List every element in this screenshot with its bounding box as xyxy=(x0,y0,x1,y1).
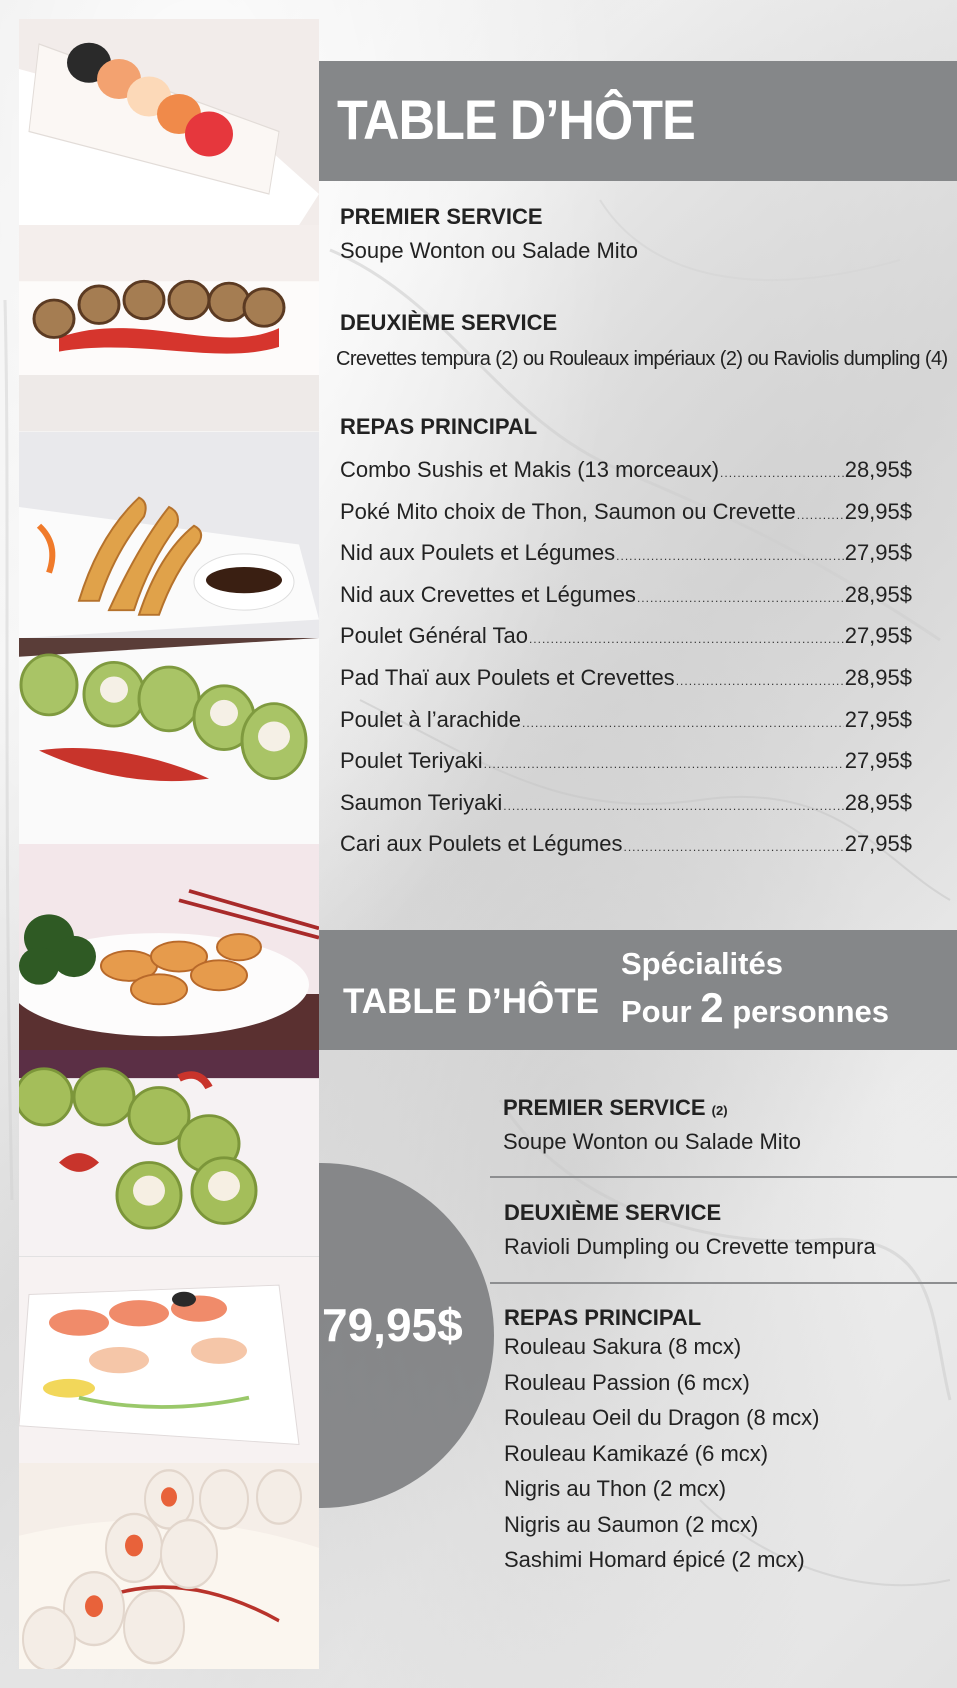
menu-item-name: Cari aux Poulets et Légumes xyxy=(340,831,623,857)
menu-item-name: Nid aux Crevettes et Légumes xyxy=(340,581,636,607)
menu-item-name: Saumon Teriyaki xyxy=(340,789,503,815)
menu-item-name: Poulet Teriyaki xyxy=(340,748,483,774)
leader-dots xyxy=(676,674,844,688)
duo-premier-text: Soupe Wonton ou Salade Mito xyxy=(503,1129,802,1154)
menu-item-name: Poulet Général Tao xyxy=(340,623,528,649)
list-item: Rouleau Sakura (8 mcx) xyxy=(504,1334,742,1359)
menu-item-price: 28,95$ xyxy=(844,664,912,690)
menu-item-price: 28,95$ xyxy=(844,581,912,607)
divider xyxy=(490,1282,957,1284)
leader-dots xyxy=(720,466,844,480)
menu-item-name: Nid aux Poulets et Légumes xyxy=(340,540,616,566)
menu-item-price: 27,95$ xyxy=(844,706,912,732)
menu-item-price: 27,95$ xyxy=(844,540,912,566)
sushi-platter-photo xyxy=(19,19,319,225)
menu-item xyxy=(340,623,912,665)
duo-premier-heading-text: PREMIER SERVICE xyxy=(503,1095,706,1120)
deuxieme-service-heading: DEUXIÈME SERVICE xyxy=(340,310,558,335)
sashimi-plate-photo xyxy=(19,1257,319,1463)
menu-item-price: 29,95$ xyxy=(844,498,912,524)
menu-item xyxy=(340,707,912,749)
duo-header-band xyxy=(319,930,957,1050)
menu-item-name: Poulet à l’arachide xyxy=(340,706,522,732)
list-item: Rouleau Oeil du Dragon (8 mcx) xyxy=(504,1405,820,1430)
header-band xyxy=(319,61,957,181)
duo-premier-heading xyxy=(503,1095,801,1121)
menu-item xyxy=(340,540,912,582)
menu-item xyxy=(340,582,912,624)
menu-item xyxy=(340,457,912,499)
premier-service-section xyxy=(340,204,638,264)
premier-service-text: Soupe Wonton ou Salade Mito xyxy=(340,238,639,263)
duo-premier-section xyxy=(503,1095,801,1155)
duo-principal-heading-text: REPAS PRINCIPAL xyxy=(504,1305,702,1330)
deuxieme-service-section xyxy=(336,310,948,371)
list-item: Rouleau Passion (6 mcx) xyxy=(504,1369,750,1395)
leader-dots xyxy=(503,799,843,813)
leader-dots xyxy=(797,508,844,522)
list-item: Nigris au Thon (2 mcx) xyxy=(504,1476,727,1501)
leader-dots xyxy=(616,549,844,563)
list-item: Sashimi Homard épicé (2 mcx) xyxy=(504,1547,805,1572)
duo-deuxieme-heading: DEUXIÈME SERVICE xyxy=(504,1200,722,1225)
list-item: Nigris au Saumon (2 mcx) xyxy=(504,1511,759,1537)
cucumber-rolls-photo xyxy=(19,638,319,844)
general-tao-chicken-photo xyxy=(19,844,319,1050)
menu-item xyxy=(340,748,912,790)
menu-item-list xyxy=(340,457,912,873)
divider xyxy=(490,1176,957,1178)
maki-rolls-photo xyxy=(19,225,319,431)
menu-item-name: Poké Mito choix de Thon, Saumon ou Crevette xyxy=(340,498,796,524)
specialites-block xyxy=(621,942,889,1034)
menu-item-price: 27,95$ xyxy=(844,748,912,774)
leader-dots xyxy=(484,757,844,771)
repas-principal-heading: REPAS PRINCIPAL xyxy=(340,414,538,439)
menu-item-name: Combo Sushis et Makis (13 morceaux) xyxy=(340,457,720,482)
pour-label: Pour xyxy=(621,994,692,1029)
menu-item-price: 28,95$ xyxy=(844,789,912,815)
menu-item xyxy=(340,665,912,707)
menu-item xyxy=(340,499,912,541)
rice-paper-rolls-photo xyxy=(19,1463,319,1669)
menu-item-price: 28,95$ xyxy=(844,457,912,482)
leader-dots xyxy=(529,632,844,646)
leader-dots xyxy=(637,591,844,605)
premier-service-heading: PREMIER SERVICE xyxy=(340,204,543,229)
menu-item-price: 27,95$ xyxy=(844,831,912,857)
avocado-rolls-photo xyxy=(19,1050,319,1256)
specialites-label: Spécialités xyxy=(621,946,783,981)
menu-item xyxy=(340,790,912,832)
menu-item xyxy=(340,831,912,873)
duo-title: TABLE D’HÔTE xyxy=(343,982,600,1021)
duo-deuxieme-section xyxy=(504,1200,876,1260)
photo-column xyxy=(19,19,319,1669)
menu-item-name: Pad Thaï aux Poulets et Crevettes xyxy=(340,664,675,690)
deuxieme-service-text: Crevettes tempura (2) ou Rouleaux impériaux (2) ou Raviolis dumpling (4) xyxy=(336,348,948,370)
page-title: TABLE D’HÔTE xyxy=(337,88,695,151)
menu-item-price: 27,95$ xyxy=(844,623,912,649)
duo-premier-qty: (2) xyxy=(711,1103,728,1118)
list-item: Rouleau Kamikazé (6 mcx) xyxy=(504,1440,769,1466)
leader-dots xyxy=(522,716,844,730)
duo-principal-heading xyxy=(504,1305,701,1331)
personnes-label: personnes xyxy=(732,994,890,1029)
duo-price: 79,95$ xyxy=(322,1299,463,1351)
tempura-shrimp-photo xyxy=(19,432,319,638)
duo-deuxieme-text: Ravioli Dumpling ou Crevette tempura xyxy=(504,1234,876,1259)
pour-personnes-line xyxy=(621,986,889,1034)
leader-dots xyxy=(624,840,844,854)
duo-principal-list xyxy=(504,1334,819,1583)
person-count: 2 xyxy=(700,984,724,1031)
